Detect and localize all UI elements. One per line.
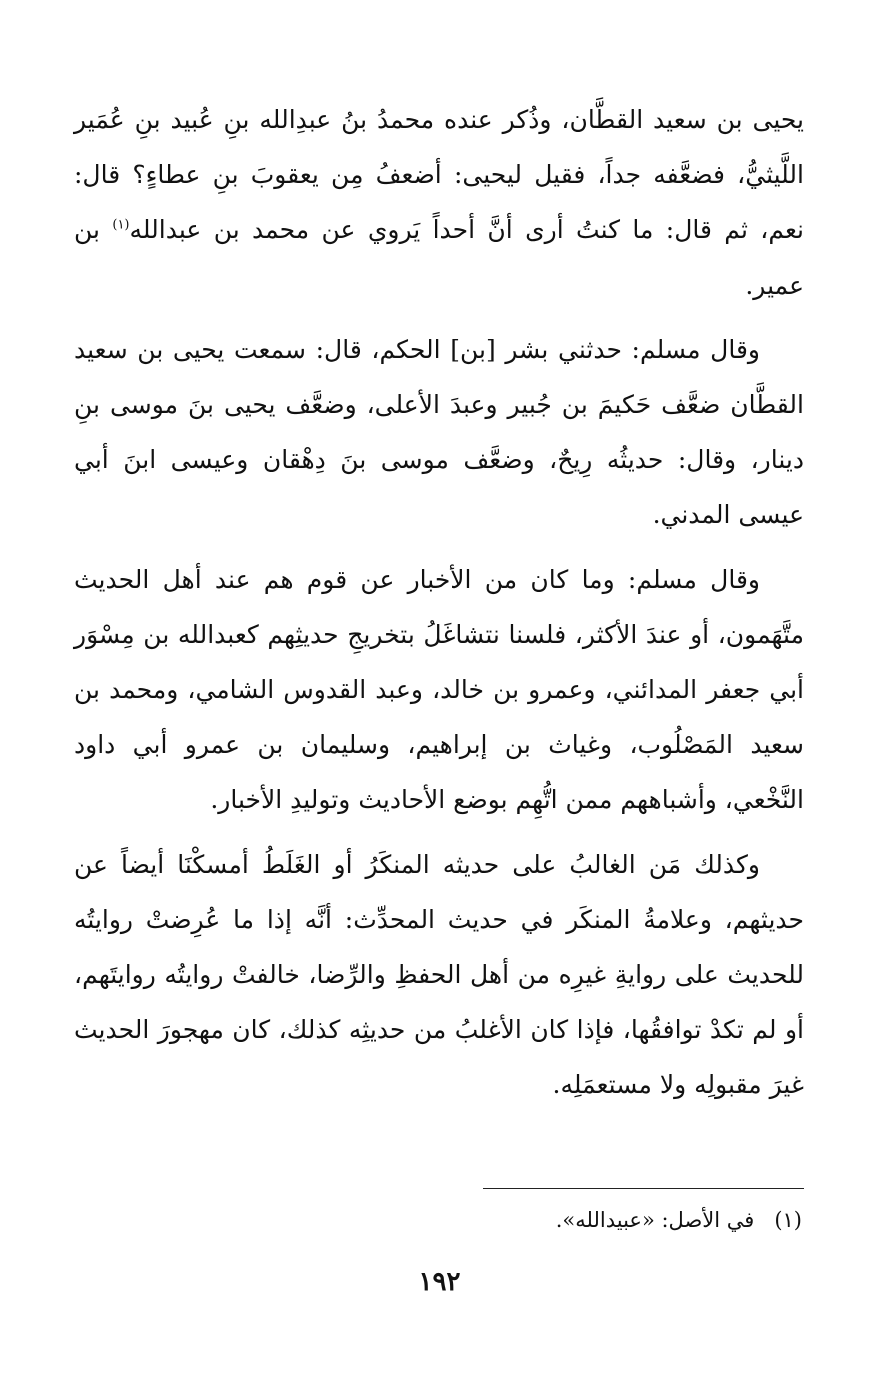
footnote-number: (١) xyxy=(774,1208,802,1232)
footnote-text: في الأصل: «عبيدالله». xyxy=(555,1208,755,1232)
paragraph-4: وكذلك مَن الغالبُ على حديثه المنكَرُ أو الغَلَطُ أمسكْنَا أيضاً عن حديثهم، وعلامةُ المنكَر في حديث المحدِّث: أنَّه إذا ما عُرِضتْ روايتُه للحديث على روايةِ غيرِه من أهل الحفظِ والرِّضا، خالفتْ روايتُه روايتَهم، أو لم تكدْ توافقُها، فإذا كان الأغلبُ من حديثِه كذلك، كان مهجورَ الحديث غيرَ مقبولِه ولا مستعمَلِه. xyxy=(74,849,804,1100)
paragraph-2: وقال مسلم: حدثني بشر [بن] الحكم، قال: سمعت يحيى بن سعيد القطَّان ضعَّف حَكيمَ بن جُبير وعبدَ الأعلى، وضعَّف يحيى بنَ موسى بنِ دينار، وقال: حديثُه رِيحٌ، وضعَّف موسى بنَ دِهْقان وعيسى ابنَ أبي عيسى المدني. xyxy=(74,334,804,530)
footnote xyxy=(556,1204,802,1236)
page-number: ١٩٢ xyxy=(418,1267,461,1297)
paragraph-1-text: يحيى بن سعيد القطَّان، وذُكر عنده محمدُ بنُ عبدِالله بنِ عُبيد بنِ عُمَير اللَّيثيُّ، فضعَّفه جداً، فقيل ليحيى: أضعفُ مِن يعقوبَ بنِ عطاءٍ؟ قال: نعم، ثم قال: ما كنتُ أرى أنَّ أحداً يَروي عن محمد بن عبدالله xyxy=(74,105,804,245)
main-text xyxy=(74,92,804,1113)
paragraph-1-tail: بن عمير. xyxy=(74,215,804,300)
paragraph-3: وقال مسلم: وما كان من الأخبار عن قوم هم عند أهل الحديث متَّهَمون، أو عندَ الأكثر، فلسنا نتشاغَلُ بتخريجِ حديثِهم كعبدالله بن مِسْوَر أبي جعفر المدائني، وعمرو بن خالد، وعبد القدوس الشامي، ومحمد بن سعيد المَصْلُوب، وغياث بن إبراهيم، وسليمان بن عمرو أبي داود النَّخْعي، وأشباههم ممن اتُّهِم بوضع الأحاديث وتوليدِ الأخبار. xyxy=(74,564,804,815)
footnote-divider xyxy=(483,1188,804,1189)
paragraph-1 xyxy=(74,92,804,313)
footnote-reference: (١) xyxy=(112,218,130,234)
